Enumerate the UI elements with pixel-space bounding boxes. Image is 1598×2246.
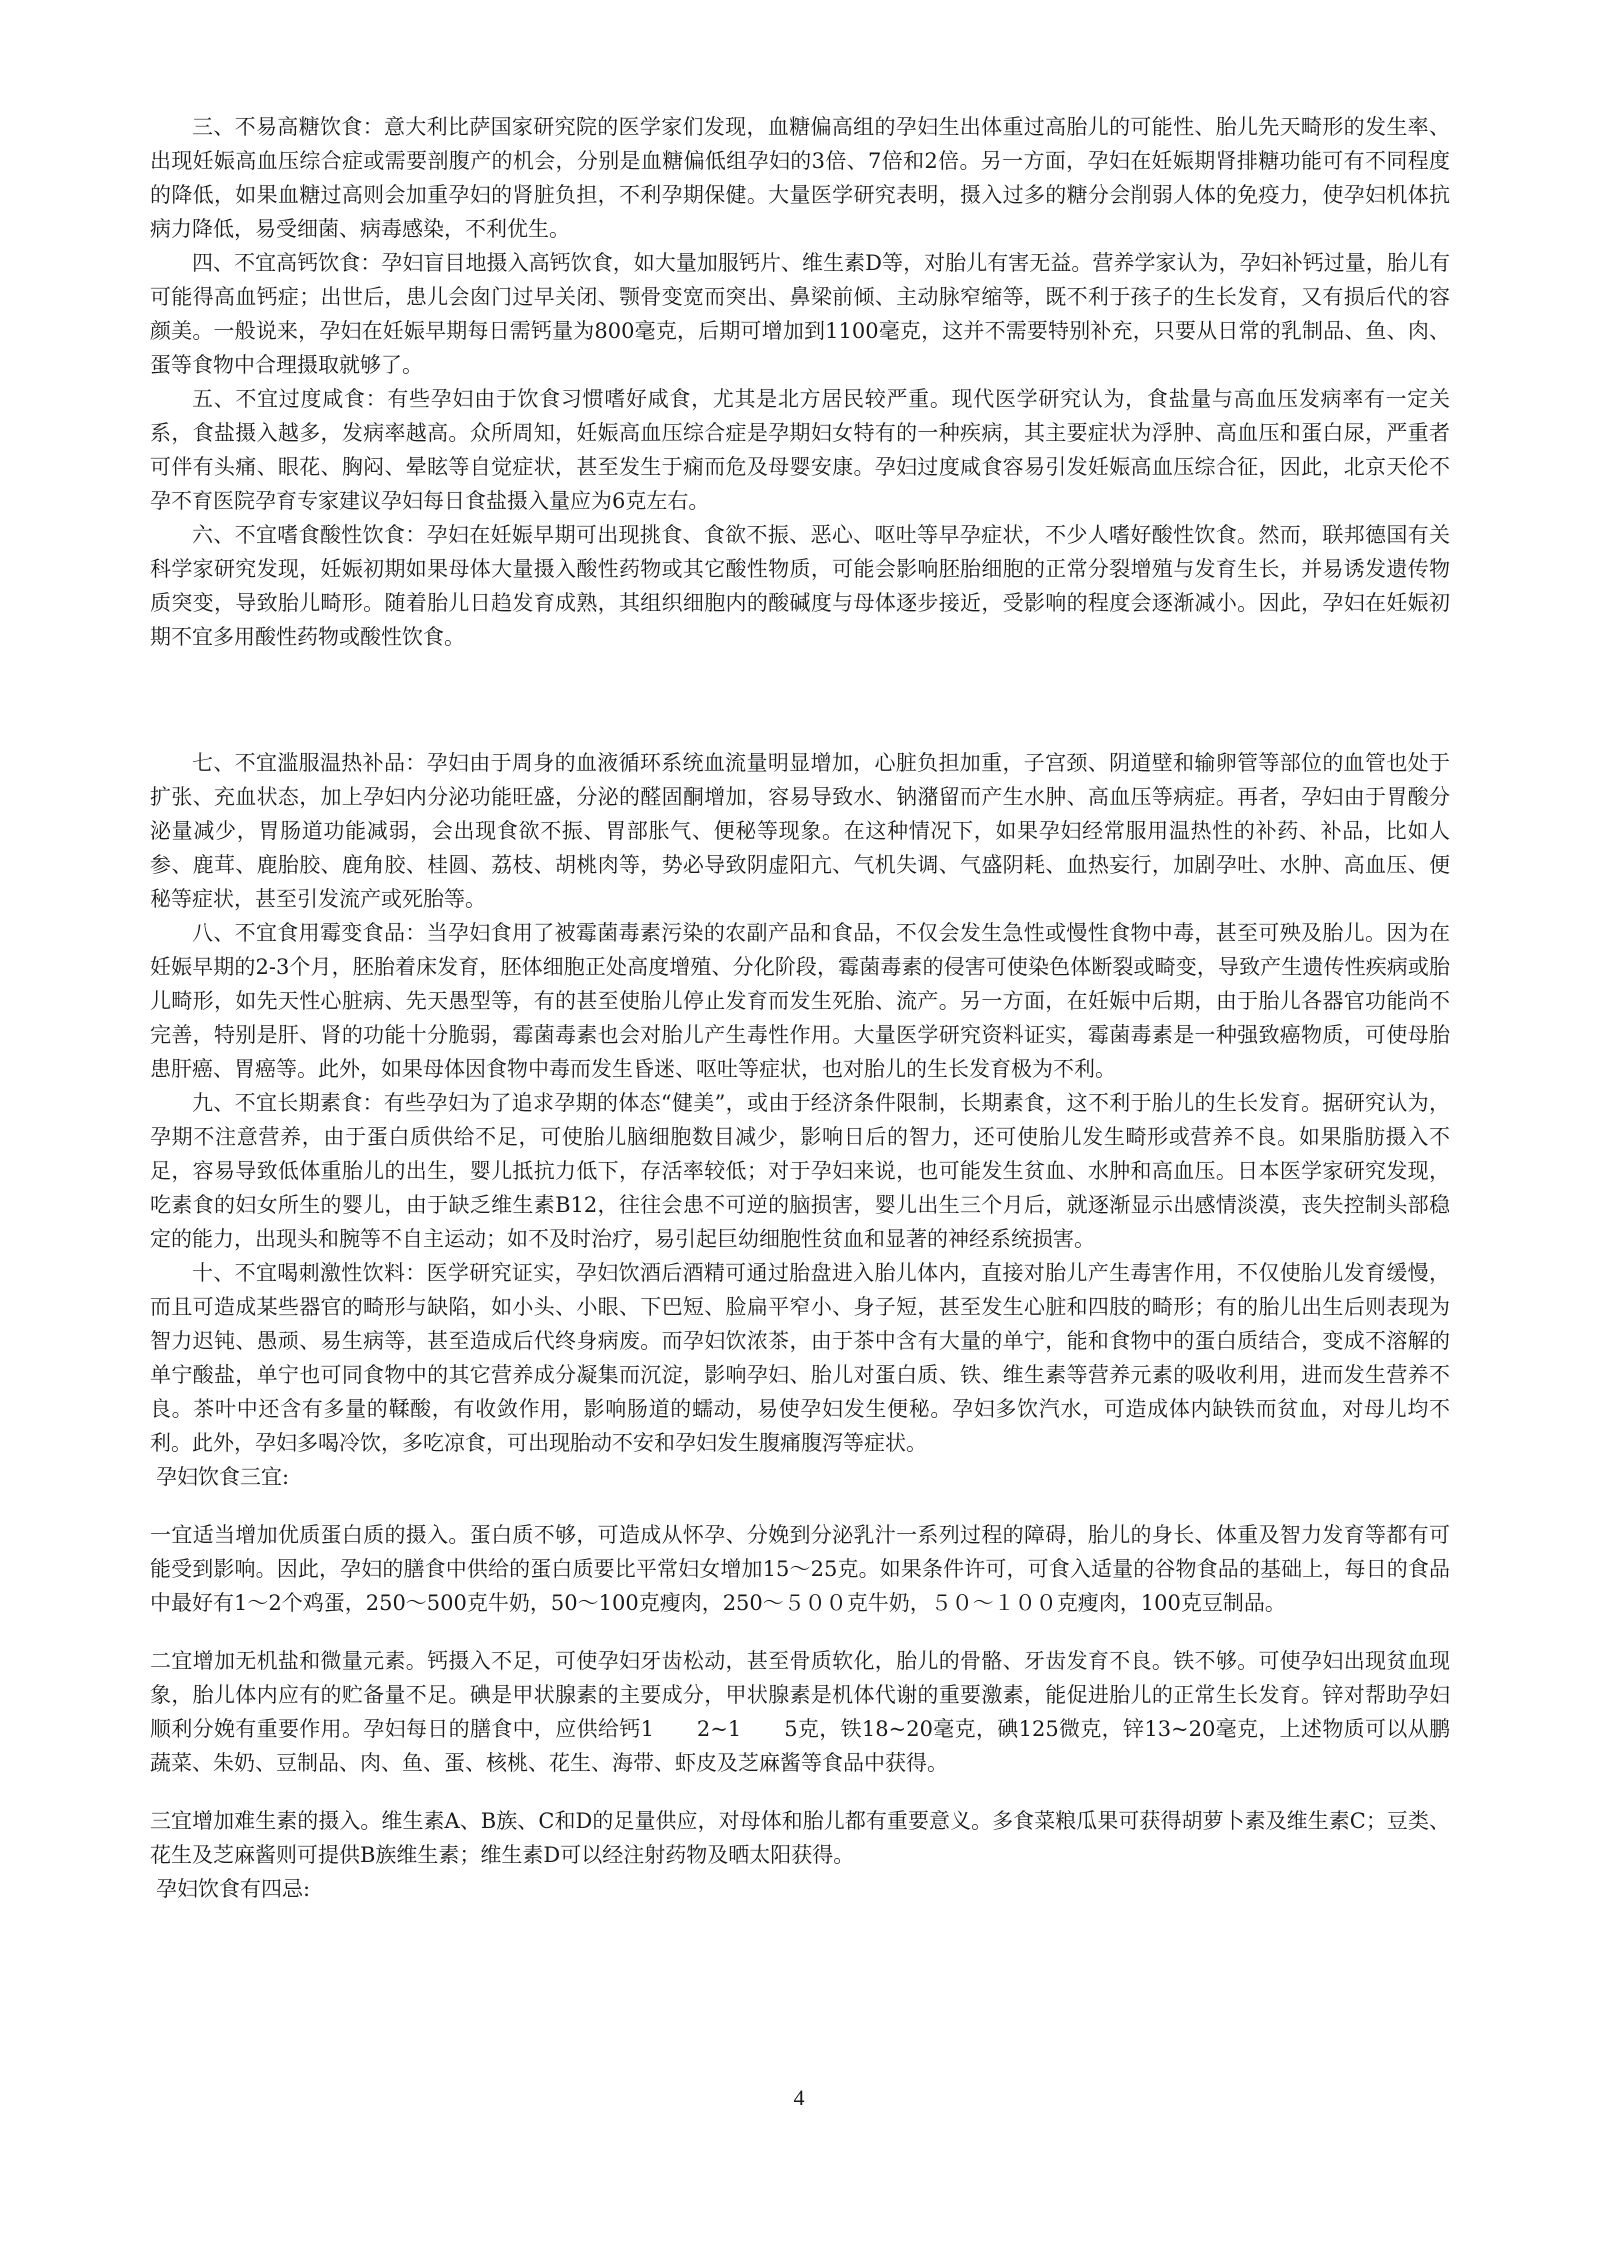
heading-three-recommendations: 孕妇饮食三宜: — [156, 1465, 290, 1489]
paragraph-no-moldy-food: 八、不宜食用霉变食品：当孕妇食用了被霉菌毒素污染的农副产品和食品，不仅会发生急性或慢性食物中毒，甚至可殃及胎儿。因为在妊娠早期的2-3个月，胚胎着床发育，胚体细胞正处高度增殖、分化阶段，霉菌毒素的侵害可使染色体断裂或畸变，导致产生遗传性疾病或胎儿畸形，如先天性心脏病、先天愚型等，有的甚至使胎儿停止发育而发生死胎、流产。另一方面，在妊娠中后期，由于胎儿各器官功能尚不完善，特别是肝、肾的功能十分脆弱，霉菌毒素也会对胎儿产生毒性作用。大量医学研究资料证实，霉菌毒素是一种强致癌物质，可使母胎患肝癌、胃癌等。此外，如果母体因食物中毒而发生昏迷、呕吐等症状，也对胎儿的生长发育极为不利。 — [150, 921, 1450, 1081]
document-body — [150, 110, 1450, 1906]
paragraph-no-high-sugar: 三、不易高糖饮食：意大利比萨国家研究院的医学家们发现，血糖偏高组的孕妇生出体重过高胎儿的可能性、胎儿先天畸形的发生率、出现妊娠高血压综合症或需要剖腹产的机会，分别是血糖偏低组孕妇的3倍、7倍和2倍。另一方面，孕妇在妊娠期肾排糖功能可有不同程度的降低，如果血糖过高则会加重孕妇的肾脏负担，不利孕期保健。大量医学研究表明，摄入过多的糖分会削弱人体的免疫力，使孕妇机体抗病力降低，易受细菌、病毒感染，不利优生。 — [150, 115, 1450, 241]
paragraph-no-long-vegetarian: 九、不宜长期素食：有些孕妇为了追求孕期的体态“健美”，或由于经济条件限制，长期素食，这不利于胎儿的生长发育。据研究认为，孕期不注意营养，由于蛋白质供给不足，可使胎儿脑细胞数目减少，影响日后的智力，还可使胎儿发生畸形或营养不良。如果脂肪摄入不足，容易导致低体重胎儿的出生，婴儿抵抗力低下，存活率较低；对于孕妇来说，也可能发生贫血、水肿和高血压。日本医学家研究发现，吃素食的妇女所生的婴儿，由于缺乏维生素B12，往往会患不可逆的脑损害，婴儿出生三个月后，就逐渐显示出感情淡漠，丧失控制头部稳定的能力，出现头和腕等不自主运动；如不及时治疗，易引起巨幼细胞性贫血和显著的神经系统损害。 — [150, 1091, 1450, 1251]
paragraph-no-warm-tonics: 七、不宜滥服温热补品：孕妇由于周身的血液循环系统血流量明显增加，心脏负担加重，子宫颈、阴道壁和输卵管等部位的血管也处于扩张、充血状态，加上孕妇内分泌功能旺盛，分泌的醛固酮增加，容易导致水、钠潴留而产生水肿、高血压等病症。再者，孕妇由于胃酸分泌量减少，胃肠道功能减弱，会出现食欲不振、胃部胀气、便秘等现象。在这种情况下，如果孕妇经常服用温热性的补药、补品，比如人参、鹿茸、鹿胎胶、鹿角胶、桂圆、荔枝、胡桃肉等，势必导致阴虚阳亢、气机失调、气盛阴耗、血热妄行，加剧孕吐、水肿、高血压、便秘等症状，甚至引发流产或死胎等。 — [150, 751, 1450, 911]
paragraph-second-recommendation: 二宜增加无机盐和微量元素。钙摄入不足，可使孕妇牙齿松动，甚至骨质软化，胎儿的骨骼、牙齿发育不良。铁不够。可使孕妇出现贫血现象，胎儿体内应有的贮备量不足。碘是甲状腺素的主要成分，甲状腺素是机体代谢的重要激素，能促进胎儿的正常生长发育。锌对帮助孕妇顺利分娩有重要作用。孕妇每日的膳食中，应供给钙1 2~1 5克，铁18~20毫克，碘125微克，锌13~20毫克，上述物质可以从鹏蔬菜、朱奶、豆制品、肉、鱼、蛋、核桃、花生、海带、虾皮及芝麻酱等食品中获得。 — [150, 1649, 1450, 1775]
section-gap — [150, 1620, 1450, 1644]
heading-four-taboos: 孕妇饮食有四忌: — [156, 1877, 311, 1901]
section-gap — [150, 654, 1450, 746]
paragraph-third-recommendation: 三宜增加难生素的摄入。维生素A、B族、C和D的足量供应，对母体和胎儿都有重要意义。多食菜粮瓜果可获得胡萝卜素及维生素C；豆类、花生及芝麻酱则可提供B族维生素；维生素D可以经注射药物及晒太阳获得。 — [150, 1809, 1450, 1867]
page-number: 4 — [793, 2085, 805, 2110]
paragraph-no-excess-salt: 五、不宜过度咸食：有些孕妇由于饮食习惯嗜好咸食，尤其是北方居民较严重。现代医学研究认为，食盐量与高血压发病率有一定关系，食盐摄入越多，发病率越高。众所周知，妊娠高血压综合症是孕期妇女特有的一种疾病，其主要症状为浮肿、高血压和蛋白尿，严重者可伴有头痛、眼花、胸闷、晕眩等自觉症状，甚至发生于痫而危及母婴安康。孕妇过度咸食容易引发妊娠高血压综合征，因此，北京天伦不孕不育医院孕育专家建议孕妇每日食盐摄入量应为6克左右。 — [150, 387, 1450, 513]
paragraph-no-high-calcium: 四、不宜高钙饮食：孕妇盲目地摄入高钙饮食，如大量加服钙片、维生素D等，对胎儿有害无益。营养学家认为，孕妇补钙过量，胎儿有可能得高血钙症；出世后，患儿会囱门过早关闭、颚骨变宽而突出、鼻梁前倾、主动脉窄缩等，既不利于孩子的生长发育，又有损后代的容颜美。一般说来，孕妇在妊娠早期每日需钙量为800毫克，后期可增加到1100毫克，这并不需要特别补充，只要从日常的乳制品、鱼、肉、蛋等食物中合理摄取就够了。 — [150, 251, 1450, 377]
section-gap — [150, 1494, 1450, 1518]
paragraph-no-acidic-food: 六、不宜嗜食酸性饮食：孕妇在妊娠早期可出现挑食、食欲不振、恶心、呕吐等早孕症状，不少人嗜好酸性饮食。然而，联邦德国有关科学家研究发现，妊娠初期如果母体大量摄入酸性药物或其它酸性物质，可能会影响胚胎细胞的正常分裂增殖与发育生长，并易诱发遗传物质突变，导致胎儿畸形。随着胎儿日趋发育成熟，其组织细胞内的酸碱度与母体逐步接近，受影响的程度会逐渐减小。因此，孕妇在妊娠初期不宜多用酸性药物或酸性饮食。 — [150, 523, 1450, 649]
paragraph-no-stimulant-drinks: 十、不宜喝刺激性饮料：医学研究证实，孕妇饮酒后酒精可通过胎盘进入胎儿体内，直接对胎儿产生毒害作用，不仅使胎儿发育缓慢，而且可造成某些器官的畸形与缺陷，如小头、小眼、下巴短、脸扁平窄小、身子短，甚至发生心脏和四肢的畸形；有的胎儿出生后则表现为智力迟钝、愚顽、易生病等，甚至造成后代终身病废。而孕妇饮浓茶，由于茶中含有大量的单宁，能和食物中的蛋白质结合，变成不溶解的单宁酸盐，单宁也可同食物中的其它营养成分凝集而沉淀，影响孕妇、胎儿对蛋白质、铁、维生素等营养元素的吸收利用，进而发生营养不良。茶叶中还含有多量的鞣酸，有收敛作用，影响肠道的蠕动，易使孕妇发生便秘。孕妇多饮汽水，可造成体内缺铁而贫血，对母儿均不利。此外，孕妇多喝冷饮，多吃凉食，可出现胎动不安和孕妇发生腹痛腹泻等症状。 — [150, 1261, 1450, 1455]
section-gap — [150, 1780, 1450, 1804]
paragraph-first-recommendation: 一宜适当增加优质蛋白质的摄入。蛋白质不够，可造成从怀孕、分娩到分泌乳汁一系列过程的障碍，胎儿的身长、体重及智力发育等都有可能受到影响。因此，孕妇的膳食中供给的蛋白质要比平常妇女增加15～25克。如果条件许可，可食入适量的谷物食品的基础上，每日的食品中最好有1～2个鸡蛋，250～500克牛奶，50～100克瘦肉，250～５００克牛奶，５０～１００克瘦肉，100克豆制品。 — [150, 1523, 1450, 1615]
